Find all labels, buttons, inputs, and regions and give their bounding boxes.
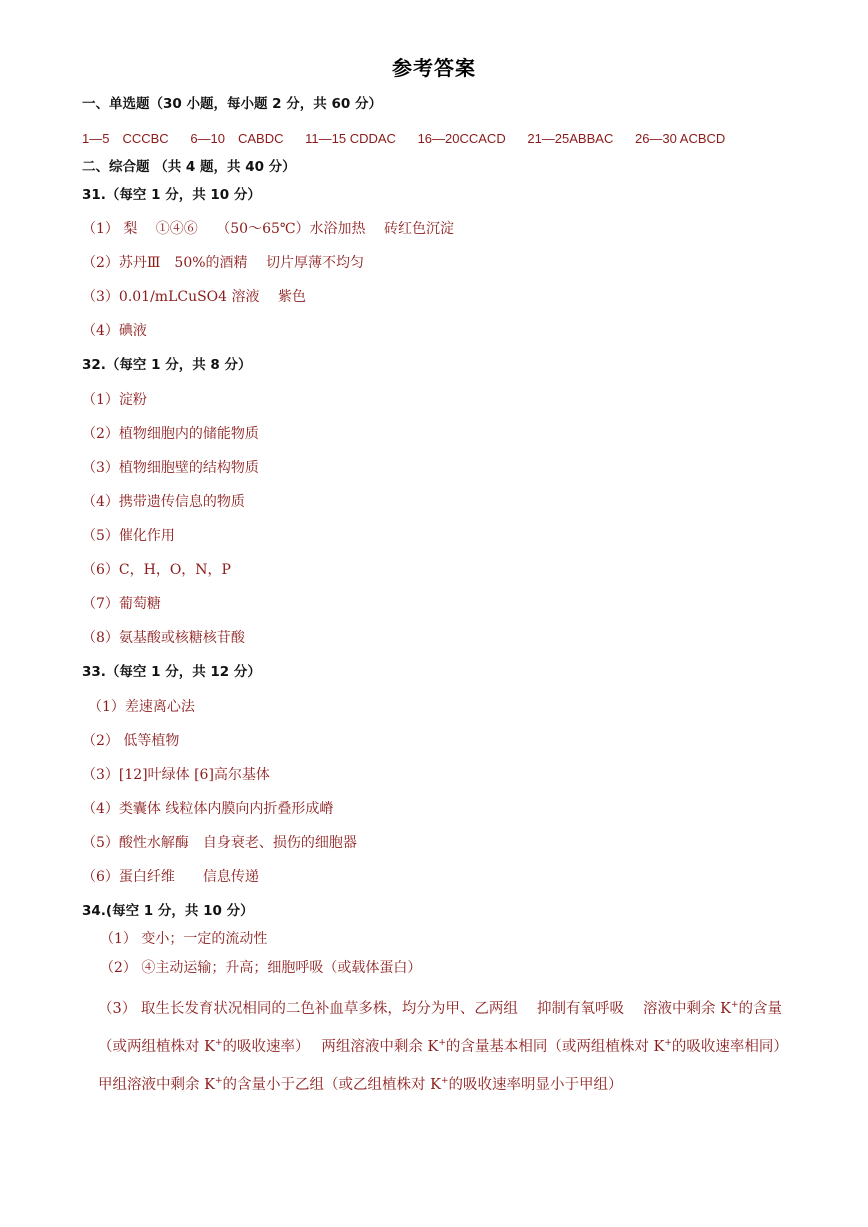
q31-answer-line: （2）苏丹Ⅲ 50%的酒精 切片厚薄不均匀	[82, 255, 364, 271]
q32-answer-line: （2）植物细胞内的储能物质	[82, 426, 259, 442]
q34-part3-text: 的吸收速率明显小于甲组）	[448, 1077, 623, 1093]
q33-answer-line: （5）酸性水解酶 自身衰老、损伤的细胞器	[82, 835, 357, 851]
q32-answer-line: （3）植物细胞壁的结构物质	[82, 460, 259, 476]
potassium-charge: +	[438, 1038, 446, 1049]
q31-answer-line: （1） 梨 ①④⑥ （50～65℃）水浴加热 砖红色沉淀	[82, 221, 454, 237]
q31-heading: 31.（每空 1 分，共 10 分）	[82, 187, 261, 203]
mcq-answer: 1—5 CCCBC	[82, 131, 169, 146]
q32-answer-line: （7）葡萄糖	[82, 596, 161, 612]
q34-part3-text: 的含量基本相同（或两组植株对 K	[445, 1039, 665, 1055]
section-2-heading: 二、综合题 （共 4 题，共 40 分）	[82, 159, 296, 175]
q34-part3-text: （3） 取生长发育状况相同的二色补血草多株，均分为甲、乙两组 抑制有氧呼吸 溶液中剩余 K	[98, 1001, 731, 1017]
mcq-answer: 26—30 ACBCD	[634, 131, 726, 146]
q32-answer-line: （1）淀粉	[82, 392, 147, 408]
q32-answer-line: （6）C，H，O，N，P	[82, 562, 231, 578]
section-1-heading: 一、单选题（30 小题，每小题 2 分，共 60 分）	[82, 96, 382, 112]
q33-answer-line: （1）差速离心法	[88, 699, 195, 715]
q33-answer-line: （4）类囊体 线粒体内膜向内折叠形成嵴	[82, 801, 334, 817]
mcq-answer: 16—20CCACD	[417, 131, 506, 146]
q34-answer-line: （2） ④主动运输；升高；细胞呼吸（或载体蛋白）	[100, 960, 422, 976]
mcq-answers	[82, 129, 743, 149]
q34-part3-text: 的含量小于乙组（或乙组植株对 K	[222, 1077, 441, 1093]
potassium-charge: +	[731, 1000, 739, 1011]
q34-part3-paragraph	[98, 990, 800, 1104]
potassium-charge: +	[214, 1038, 223, 1049]
q32-answer-line: （4）携带遗传信息的物质	[82, 494, 245, 510]
q31-answer-line: （3）0.01/mLCuSO4 溶液 紫色	[82, 289, 306, 305]
q34-part3-text: 的含量（或两组植株对 K	[98, 1001, 783, 1055]
page-title: 参考答案	[392, 56, 476, 80]
mcq-answer: 21—25ABBAC	[527, 131, 614, 146]
q33-answer-line: （3）[12]叶绿体 [6]高尔基体	[82, 767, 270, 783]
q33-answer-line: （6）蛋白纤维 信息传递	[82, 869, 259, 885]
q34-answer-line: （1） 变小；一定的流动性	[100, 931, 268, 947]
q32-answer-line: （8）氨基酸或核糖核苷酸	[82, 630, 245, 646]
potassium-charge: +	[664, 1038, 672, 1049]
q34-part3-text: 的吸收速率） 两组溶液中剩余 K	[222, 1039, 439, 1055]
potassium-charge: +	[440, 1076, 449, 1087]
potassium-charge: +	[214, 1076, 223, 1087]
q34-part3-text: 的吸收速率相同） 甲组溶液中剩余 K	[98, 1039, 800, 1093]
q31-answer-line: （4）碘液	[82, 323, 147, 339]
q33-answer-line: （2） 低等植物	[82, 733, 180, 749]
mcq-answer: 6—10 CABDC	[190, 131, 284, 146]
q33-heading: 33.（每空 1 分，共 12 分）	[82, 664, 261, 680]
mcq-answer: 11—15 CDDAC	[305, 131, 396, 146]
q32-heading: 32.（每空 1 分，共 8 分）	[82, 357, 252, 373]
q32-answer-line: （5）催化作用	[82, 528, 175, 544]
q34-heading: 34.(每空 1 分，共 10 分）	[82, 903, 254, 919]
